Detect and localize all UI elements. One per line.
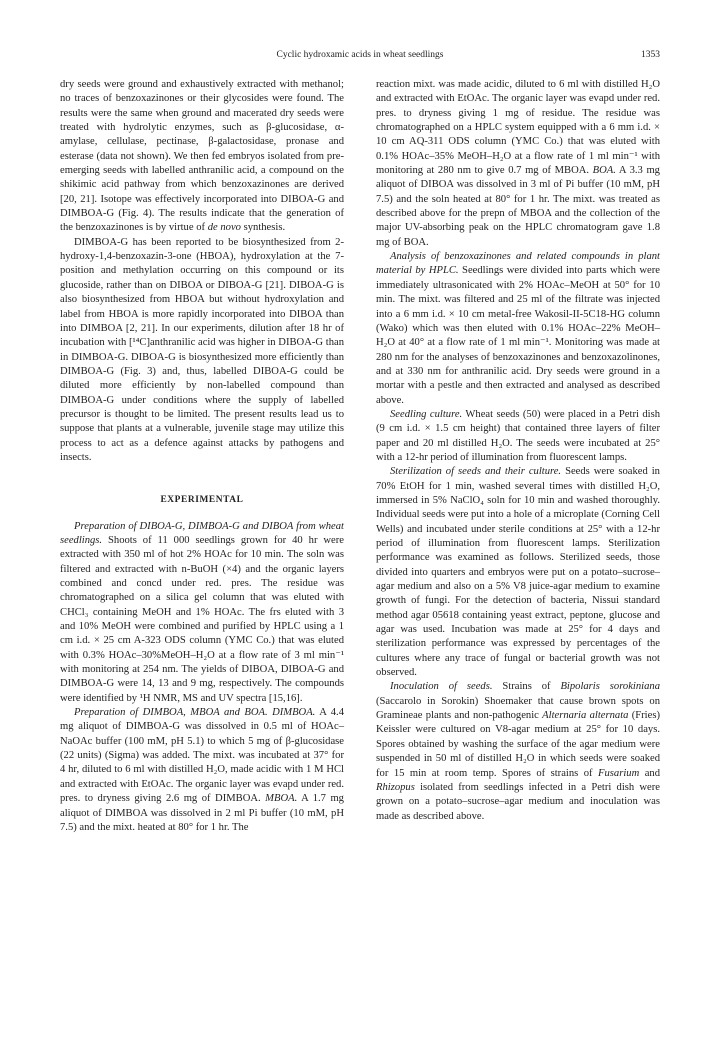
paragraph-mboa-boa: reaction mixt. was made acidic, diluted to 6 ml with distilled H₂O and extracted with EtOAc. The organic layer was evapd under red. pres. to dryness giving 1 mg of residue. The residue was chromatographed on a HPLC system equipped with a 6 mm i.d. × 10 cm AQ-311 ODS column (YMC Co.) that was eluted with 0.1% HOAc–35% MeOH–H₂O at a flow rate of 1 ml min⁻¹ with monitoring at 280 nm to give 0.7 mg of MBOA. BOA. A 3.3 mg aliquot of DIBOA was dissolved in 3 ml of Pi buffer (10 mM, pH 7.5) and the soln heated at 80° for 1 hr. The mixt. was treated as described above for the prepn of MBOA and the collection of the major UV-absorbing peak on the HPLC chromatogram gave 1.8 mg of BOA. [376, 79, 660, 248]
page-number: 1353 [641, 50, 660, 60]
paragraph-benzoxazinone-synthesis: dry seeds were ground and exhaustively extracted with methanol; no traces of benzoxazinones or their glycosides were found. The results were the same when ground and macerated dry seeds were treated with hydrolytic enzymes, such as β-glucosidase, α-amylase, cellulase, pectinase, β-galactosidase, pronase and esterase (data not shown). We then fed embryos isolated from pre-emerging seeds with labelled anthranilic acid, a compound on the shikimic acid pathway from which benzoxazinones are derived [20, 21]. Isotope was effectively incorporated into DIBOA-G and DIMBOA-G (Fig. 4). The results indicate that the generation of the benzoxazinones is by virtue of de novo synthesis. [60, 79, 344, 234]
section-heading-experimental: EXPERIMENTAL [160, 495, 244, 506]
paragraph-hplc-analysis: Analysis of benzoxazinones and related compounds in plant material by HPLC. Seedlings were divided into parts which were immediately ultrasonicated with 2% HOAc–MeOH at 50° for 10 min. The mixt. was filtered and 25 ml of the filtrate was injected into a 6 mm i.d. × 10 cm metal-free Wakosil-II-5C18-HG column (Wako) which was then eluted with 0.1% HOAc–22% MeOH–H₂O at 40° at a flow rate of 1 ml min⁻¹. Monitoring was made at 280 nm for the analyses of benzoxazinones and benzoxazolinones, and at 330 nm for anthranilic acid. Dry seeds were ground in a mortar with a pestle and then extracted and analysed as described above. [376, 251, 660, 406]
paragraph-preparation-dimboa: Preparation of DIMBOA, MBOA and BOA. DIMBOA. A 4.4 mg aliquot of DIMBOA-G was dissolved in 0.5 ml of HOAc–NaOAc buffer (100 mM, pH 5.1) to which 5 mg of β-glucosidase (22 units) (Sigma) was added. The mixt. was incubated at 37° for 4 hr, diluted to 6 ml with distilled H₂O, made acidic with 1 M HCl and extracted with EtOAc. The organic layer was evapd under red. pres. to dryness giving 2.6 mg of DIMBOA. MBOA. A 1.7 mg aliquot of DIMBOA was dissolved in 2 ml Pi buffer (10 mM, pH 7.5) and the mixt. heated at 80° for 1 hr. The [60, 707, 344, 833]
paragraph-sterilization: Sterilization of seeds and their culture. Seeds were soaked in 70% EtOH for 1 min, washed several times with distilled H₂O, immersed in 5% NaClO₄ soln for 10 min and washed thoroughly. Individual seeds were put into a hole of a microplate (Corning Cell Wells) and incubated under sterile conditions at 25° with a 12-hr period of illumination from fluorescent lamps. Sterilization performance was examined as follows. Sterilized seeds, those divided into quarters and embryos were put on a potato–sucrose–agar medium and also on a 5% V8 juice-agar medium to examine growth of fungi. For the detection of bacteria, Nissui standard method agar 05618 containing yeast extract, peptone, glucose and agar was used. Incubation was made at 25° for 4 days and sterilization performance was expressed by percentages of the cultures where any trace of fungal or bacterial growth was not observed. [376, 466, 660, 679]
left-column [60, 78, 344, 835]
paragraph-preparation-diboa-g: Preparation of DIBOA-G, DIMBOA-G and DIBOA from wheat seedlings. Shoots of 11 000 seedlings grown for 40 hr were extracted with 350 ml of hot 2% HOAc for 10 min. The soln was filtered and extracted with n-BuOH (×4) and the organic layers combined and concd under red. pres. The residue was chromatographed on a silica gel column that was eluted with CHCl₃ containing MeOH and 1% HOAc. The frs eluted with 3 and 10% MeOH were combined and purified by HPLC using a 1 cm i.d. × 25 cm A-323 ODS column (YMC Co.) that was eluted with 0.3% HOAc–30%MeOH–H₂O at a flow rate of 3 ml min⁻¹ with monitoring at 254 nm. The yields of DIBOA, DIBOA-G and DIMBOA-G were 14, 13 and 9 mg, respectively. The compounds were identified by ¹H NMR, MS and UV spectra [15,16]. [60, 520, 344, 704]
paragraph-inoculation: Inoculation of seeds. Strains of Bipolaris sorokiniana (Saccarolo in Sorokin) Shoemaker that cause brown spots on Gramineae plants and non-pathogenic Alternaria alternata (Fries) Keissler were cultured on V8-agar medium at 25° for 10 days. Spores obtained by washing the surface of the agar medium were suspended in 50 ml of distilled H₂O in which seeds were soaked for 15 min at room temp. Spores of strains of Fusarium and Rhizopus isolated from seedlings infected in a Petri dish were grown on a potato–sucrose–agar medium and inoculation was made as described above. [376, 681, 660, 822]
paragraph-dimboa-biosynthesis: DIMBOA-G has been reported to be biosynthesized from 2-hydroxy-1,4-benzoxazin-3-one (HBOA), hydroxylation at the 7-position and methylation occurring on this compound or its glucoside, rather than on DIBOA or DIBOA-G [21]. DIBOA-G is also biosynthesized from HBOA but without hydroxylation and label from HBOA is more rapidly incorporated into DIBOA than into DIMBOA [2, 21]. In our experiments, dilution after 18 hr of incubation with [¹⁴C]anthranilic acid was higher in DIBOA-G than in DIMBOA-G. DIBOA-G is biosynthesized more efficiently than DIMBOA-G (Fig. 3) and, thus, labelled DIBOA-G could be diluted more efficiently by non-labelled compound than DIMBOA-G under conditions where the supply of labelled precursor is thought to be limited. The present results lead us to suppose that plants at a vulnerable, juvenile stage may utilize this process to act as a defence against attacks by pathogens and insects. [60, 236, 344, 463]
right-column [376, 78, 660, 824]
running-title: Cyclic hydroxamic acids in wheat seedlings [276, 50, 444, 60]
running-head [60, 50, 660, 64]
paragraph-seedling-culture: Seedling culture. Wheat seeds (50) were placed in a Petri dish (9 cm i.d. × 1.5 cm height) that contained three layers of filter paper and 20 ml distilled H₂O. The seeds were incubated at 25° with a 12-hr period of illumination from fluorescent lamps. [376, 408, 661, 463]
